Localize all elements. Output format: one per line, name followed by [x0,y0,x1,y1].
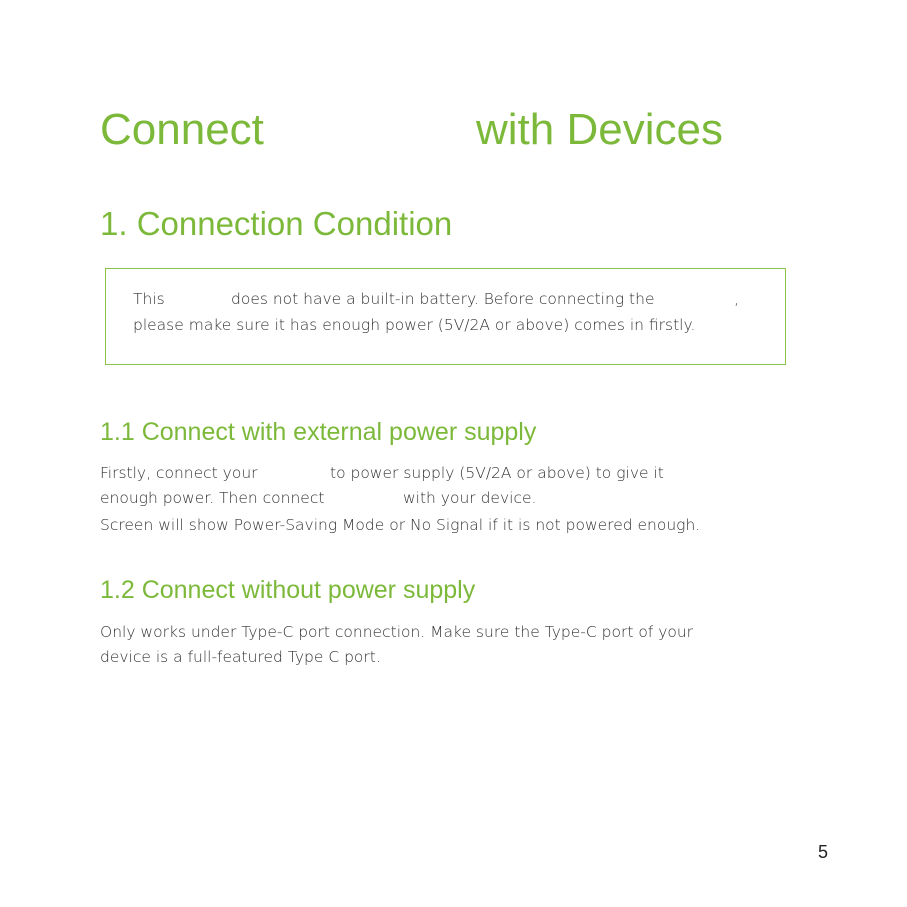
section-heading-without-power: 1.2 Connect without power supply [100,576,476,604]
page-number: 5 [818,842,829,862]
external-power-line1-b: to power supply (5V/2A or above) to give it [330,464,664,482]
external-power-line2-b: with your device. [403,489,537,507]
page-title-part1: Connect [100,105,264,154]
page-title-part2: with Devices [476,105,723,154]
note-line2: please make sure it has enough power (5V/2A or above) comes in firstly. [133,316,696,334]
without-power-line2: device is a full-featured Type C port. [100,648,381,666]
external-power-line1-a: Firstly, connect your [100,464,258,482]
note-line1-b: does not have a built-in battery. Before connecting the [231,290,655,308]
note-line1-a: This [133,290,165,308]
note-line1-c: , [734,290,739,308]
section-heading-external-power: 1.1 Connect with external power supply [100,418,537,446]
section-heading-connection-condition: 1. Connection Condition [100,205,453,242]
without-power-line1: Only works under Type-C port connection. Make sure the Type-C port of your [100,623,694,641]
external-power-line2-a: enough power. Then connect [100,489,325,507]
external-power-line3: Screen will show Power-Saving Mode or No Signal if it is not powered enough. [100,516,701,534]
